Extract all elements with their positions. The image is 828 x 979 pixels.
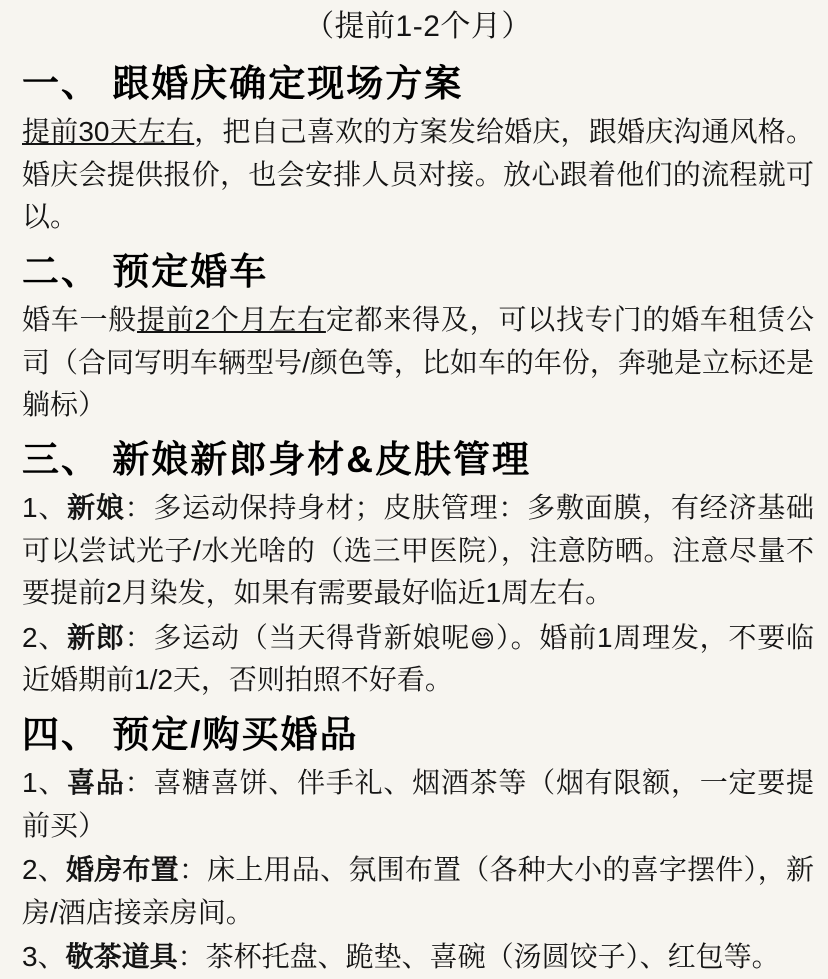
- section-paragraph: [22, 111, 814, 239]
- text-run: 提前2个月左右: [137, 304, 326, 336]
- text-run: 2、: [22, 854, 67, 886]
- text-run: 2、: [22, 621, 68, 653]
- text-run: 3、: [22, 941, 66, 973]
- section-heading: 四、 预定/购买婚品: [22, 713, 359, 755]
- text-run: 提前30天左右: [22, 116, 195, 148]
- section-paragraph: [22, 762, 814, 847]
- text-run: ：多运动（当天得背新娘呢: [124, 621, 471, 653]
- section-paragraph: [22, 849, 814, 934]
- text-run: ：茶杯托盘、跪垫、喜碗（汤圆饺子）、红包等。: [177, 941, 780, 973]
- section-paragraph: [22, 617, 814, 702]
- section-heading: 二、 预定婚车: [22, 250, 269, 292]
- text-run: 😄: [470, 625, 496, 653]
- text-run: 婚房布置: [66, 854, 179, 886]
- text-run: ，把自己喜欢的方案发给婚庆，跟婚庆沟通风格。婚庆会提供报价，也会安排人员对接。放心跟着他们的流程就可以。: [22, 116, 814, 233]
- sections-container: [22, 61, 814, 979]
- text-run: 1、: [22, 492, 68, 524]
- section-paragraph: [22, 936, 814, 979]
- section-heading: 一、 跟婚庆确定现场方案: [22, 63, 464, 104]
- section-paragraph: [22, 299, 814, 427]
- text-run: 敬茶道具: [65, 941, 178, 973]
- text-run: ）。婚前1周理发，不要临近婚期前1/2天，否则拍照不好看。: [22, 621, 814, 696]
- text-run: 1、: [22, 767, 68, 799]
- section-heading: 三、 新娘新郎身材&皮肤管理: [22, 438, 531, 480]
- text-run: 定都来得及，可以找专门的婚车租赁公司（合同写明车辆型号/颜色等，比如车的年份，奔驰是立标还是躺标）: [22, 304, 814, 421]
- top-note: （提前1-2个月）: [304, 10, 532, 43]
- text-run: 新娘: [67, 492, 125, 524]
- text-run: ：床上用品、氛围布置（各种大小的喜字摆件），新房/酒店接亲房间。: [22, 854, 814, 928]
- text-run: 喜品: [67, 767, 125, 799]
- text-run: ：多运动保持身材；皮肤管理：多敷面膜，有经济基础可以尝试光子/水光啥的（选三甲医院），注意防晒。注意尽量不要提前2月染发，如果有需要最好临近1周左右。: [22, 492, 814, 609]
- text-run: 新郎: [67, 621, 125, 653]
- section-paragraph: [22, 487, 814, 615]
- text-run: ：喜糖喜饼、伴手礼、烟酒茶等（烟有限额，一定要提前买）: [22, 767, 814, 841]
- text-run: 婚车一般: [22, 304, 138, 336]
